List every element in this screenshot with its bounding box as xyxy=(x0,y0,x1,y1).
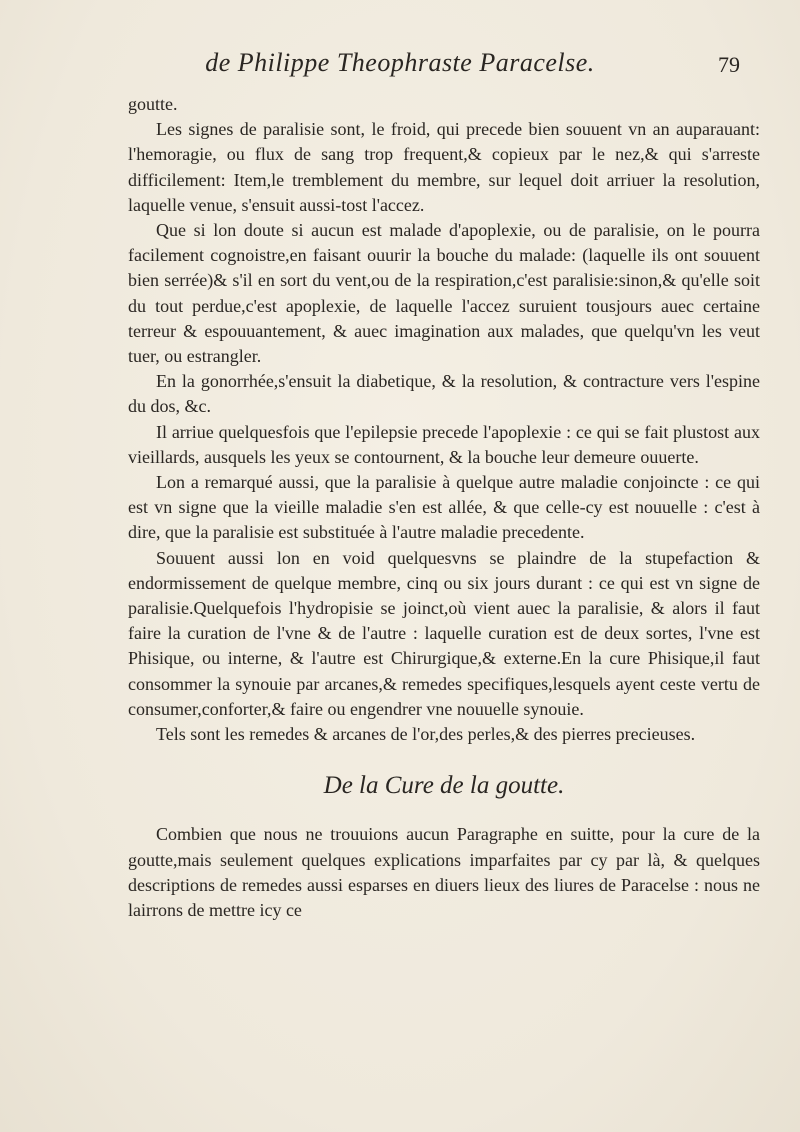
section-heading: De la Cure de la goutte. xyxy=(323,772,565,800)
paragraph: Combien que nous ne trouuions aucun Paragraphe en suitte, pour la cure de la goutte,mais seulement quelques explications imparfaites par cy par là, & quelques descriptions de remedes aussi esparses en diuers lieux des liures de Paracelse : nous ne lairrons de mettre icy ce xyxy=(128,824,760,921)
page-body xyxy=(128,92,760,923)
running-title: de Philippe Theophraste Paracelse. xyxy=(205,48,595,77)
paragraph: Lon a remarqué aussi, que la paralisie à quelque autre maladie conjoincte : ce qui est vn signe que la vieille maladie s'en est allée, & que celle-cy est nouuelle : c'est à dire, que la paralisie est substituée à l'autre maladie precedente. xyxy=(128,472,760,543)
paragraph: goutte. xyxy=(128,94,178,114)
paragraph: En la gonorrhée,s'ensuit la diabetique, & la resolution, & contracture vers l'espine du dos, &c. xyxy=(128,371,760,417)
paragraph: Tels sont les remedes & arcanes de l'or,des perles,& des pierres precieuses. xyxy=(156,724,696,745)
page-header xyxy=(100,48,740,88)
paragraph: Les signes de paralisie sont, le froid, qui precede bien souuent vn an auparauant: l'hemoragie, ou flux de sang trop frequent,& copieux par le nez,& qui s'arreste difficilement: Item,le tremblement du membre, sur lequel doit arriuer la resolution, laquelle venue, s'ensuit aussi-tost l'accez. xyxy=(128,119,760,215)
paragraph: Il arriue quelquesfois que l'epilepsie precede l'apoplexie : ce qui se fait plustost aux vieillards, ausquels les yeux se contournent, & la bouche leur demeure ouuerte. xyxy=(128,421,760,467)
page-number: 79 xyxy=(718,52,740,77)
paragraph: Que si lon doute si aucun est malade d'apoplexie, ou de paralisie, on le pourra facilement cognoistre,en faisant ouurir la bouche du malade: (laquelle ils ont souuent bien serrée)& s'il en sort du vent,ou de la respiration,c'est paralisie:sinon,& qu'elle soit du tout perdue,c'est apoplexie, de laquelle l'accez suruient tousjours auec certaine terreur & espouuantement, & auec imagination aux malades, que quelqu'vn les veut tuer, ou estrangler. xyxy=(128,220,760,367)
paragraph: Souuent aussi lon en void quelquesvns se plaindre de la stupefaction & endormissement de quelque membre, cinq ou six jours durant : ce qui est vn signe de paralisie.Quelquefois l'hydropisie se joinct,où vient auec la paralisie, & alors il faut faire la curation de l'vne & de l'autre : laquelle curation est de deux sortes, l'vne est Phisique, ou interne, & l'autre est Chirurgique,& externe.En la cure Phisique,il faut consommer la synouie par arcanes,& remedes specifiques,lesquels ayent ceste vertu de consumer,conforter,& faire ou engendrer vne nouuelle synouie. xyxy=(128,547,760,719)
